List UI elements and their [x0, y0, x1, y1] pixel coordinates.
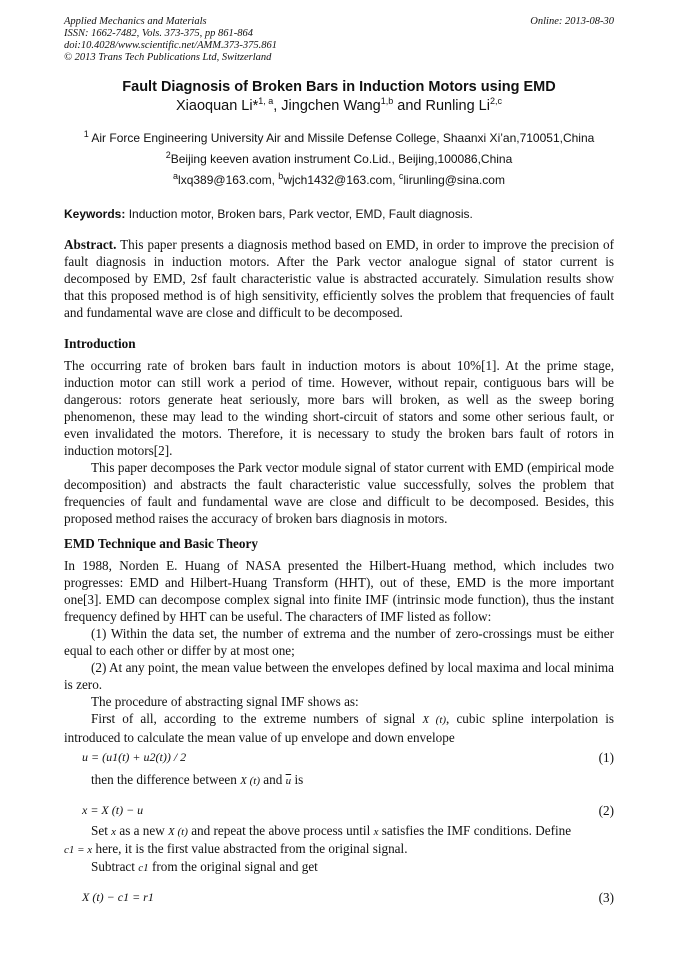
emd-paragraph-1: In 1988, Norden E. Huang of NASA presented the Hilbert-Huang method, which includes two progresses: EMD and Hilbert-Huang Transform (HHT), out of these, EMD is the more important one[3]. EMD can decompose complex signal into finite IMF (intrinsic mode function), thus the instant frequency defined by HHT can be useful. The characters of IMF listed as follow: [64, 558, 614, 624]
affiliation-1-sup: 1 [83, 129, 89, 139]
paper-title: Fault Diagnosis of Broken Bars in Induction Motors using EMD [122, 79, 556, 95]
iteration-c: and repeat the above process until [187, 823, 374, 838]
author-3: and Runling Li [393, 98, 490, 114]
followup-1-mid: and [260, 772, 286, 787]
journal-info [64, 16, 277, 64]
followup-1-signal: X (t) [240, 775, 260, 787]
email-a[interactable]: lxq389@163.com, [178, 173, 279, 187]
equation-2-number: (2) [598, 803, 614, 818]
procedure-step-1-a: First of all, according to the extreme numbers of signal [91, 711, 423, 726]
keywords [64, 207, 473, 221]
emd-heading: EMD Technique and Basic Theory [64, 536, 258, 551]
procedure-step-1 [64, 710, 614, 746]
author-line [0, 98, 678, 114]
affiliation-2-text: Beijing keeven avation instrument Co.Lid., Beijing,100086,China [170, 152, 513, 166]
doi: doi:10.4028/www.scientific.net/AMM.373-375.861 [64, 40, 277, 51]
email-b[interactable]: wjch1432@163.com, [283, 173, 399, 187]
equation-3-number: (3) [598, 890, 614, 905]
followup-1-u: $\overline{u}$ [285, 775, 292, 787]
affiliation-2-sup: 2 [165, 150, 171, 160]
procedure-intro: The procedure of abstracting signal IMF shows as: [91, 694, 359, 709]
copyright: © 2013 Trans Tech Publications Ltd, Switzerland [64, 52, 272, 63]
introduction-paragraph-1: The occurring rate of broken bars fault in induction motors is about 10%[1]. At the prime stage, induction motor can still work a period of time. However, without repair, contiguous bars will be dangerous: rotors generate heat seriously, more bars will broken, as well as the sweep boring phenomenon, these may lead to the winding short-circuit of stators and some other serious fault, or even invalidated the motors. Therefore, it is necessary to study the broken bars fault of rotors in induction motors[2]. [64, 358, 614, 458]
author-3-sup: 2,c [489, 96, 502, 107]
email-c[interactable]: lirunling@sina.com [403, 173, 505, 187]
imf-condition-2: (2) At any point, the mean value between the envelopes defined by local maxima and local minima is zero. [64, 660, 614, 692]
author-2-sup: 1,b [380, 96, 394, 107]
introduction-heading: Introduction [64, 336, 136, 351]
c1-definition: c1 = x [64, 844, 93, 856]
author-1-sup: 1, a [258, 96, 274, 107]
equation-2: x = X (t) − u [82, 803, 144, 817]
signal-symbol: X (t) [422, 714, 447, 726]
affiliation-2 [0, 152, 678, 166]
journal-name: Applied Mechanics and Materials [64, 16, 207, 27]
emd-body [64, 557, 614, 746]
abstract-label: Abstract. [64, 237, 117, 252]
definition-text [64, 840, 614, 859]
abstract [64, 236, 614, 321]
email-a-sup: a [173, 171, 179, 181]
imf-condition-1: (1) Within the data set, the number of extrema and the number of zero-crossings must be either equal to each other or differ by at most one; [64, 626, 614, 658]
iteration-b: as a new [116, 823, 169, 838]
iteration-d: satisfies the IMF conditions. Define [378, 823, 572, 838]
author-2: , Jingchen Wang [273, 98, 381, 114]
iteration-text [91, 822, 614, 841]
keywords-text: Induction motor, Broken bars, Park vector, EMD, Fault diagnosis. [125, 207, 473, 221]
subtract-text [91, 858, 641, 877]
issn: ISSN: 1662-7482, Vols. 373-375, pp 861-864 [64, 28, 253, 39]
iteration-x2: x [373, 826, 379, 838]
keywords-label: Keywords: [64, 207, 126, 221]
online-date: Online: 2013-08-30 [530, 16, 614, 27]
equation-3: X (t) − c1 = r1 [82, 890, 154, 904]
iteration-a: Set [91, 823, 112, 838]
subtract-b: from the original signal and get [148, 859, 318, 874]
procedure-step-1-b: , cubic spline interpolation is introduced to calculate the mean value of up envelope and down envelope [64, 711, 614, 745]
equation-1-followup [91, 771, 641, 790]
email-line [0, 173, 678, 187]
abstract-text: This paper presents a diagnosis method based on EMD, in order to improve the precision of fault diagnosis in induction motors. After the Park vector analogue signal of stator current is decomposed by EMD, 2sf fault characteristic value is abstracted accurately. Simulation results show that this proposed method is of high sensitivity, efficiently solves the problem that frequencies of fault and fundamental wave are close and difficult to be decomposed. [64, 237, 614, 320]
author-1: Xiaoquan Li* [175, 98, 259, 114]
affiliation-1-text: Air Force Engineering University Air and Missile Defense College, Shaanxi Xi’an,710051,China [88, 131, 595, 145]
followup-1-b: is [291, 772, 304, 787]
subtract-a: Subtract [91, 859, 139, 874]
followup-1-a: then the difference between [91, 772, 241, 787]
equation-1-number: (1) [598, 750, 614, 765]
definition-rest: here, it is the first value abstracted from the original signal. [92, 841, 408, 856]
affiliation-1 [0, 131, 678, 145]
equation-1: u = (u1(t) + u2(t)) / 2 [82, 750, 187, 764]
iteration-signal: X (t) [168, 826, 188, 838]
introduction-body [64, 357, 614, 527]
iteration-x: x [111, 826, 117, 838]
email-c-sup: c [398, 171, 404, 181]
introduction-paragraph-2: This paper decomposes the Park vector module signal of stator current with EMD (empirical mode decomposition) and abstracts the fault characteristic value successfully, solves the problem that frequencies of fault and fundamental wave are close and difficult to be decomposed. Besides, this proposed method raises the accuracy of broken bars diagnosis in motors. [64, 460, 614, 526]
email-b-sup: b [278, 171, 284, 181]
subtract-c1: c1 [138, 862, 149, 874]
